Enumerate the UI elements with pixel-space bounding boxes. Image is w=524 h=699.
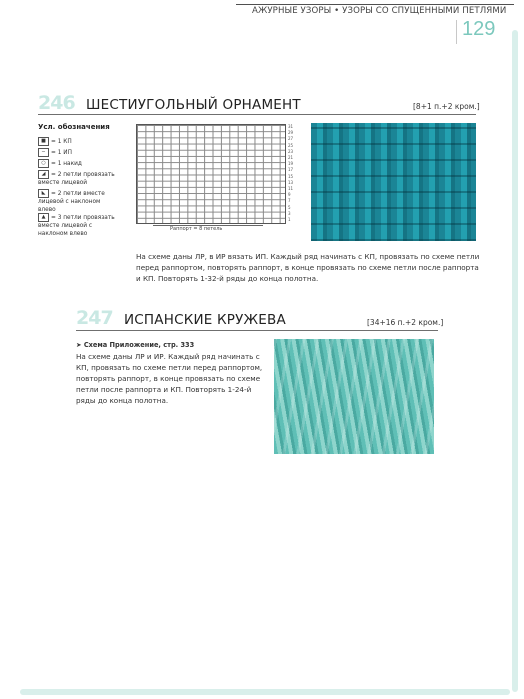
chart-row-number: 27 <box>288 136 294 142</box>
chart-row-number: 17 <box>288 167 294 173</box>
section-247-description: На схеме даны ЛР и ИР. Каждый ряд начинать с КП, провязать по схеме петли перед раппортом, повторять раппорт, в конце провязать по схеме петли после раппорта и КП. Повторять 1-24-й ряды до конца полотна. <box>76 352 263 405</box>
legend-label: = 3 петли провязать вместе лицевой с наклоном влево <box>38 215 115 237</box>
chart-row-number: 19 <box>288 161 294 167</box>
legend-title: Усл. обозначения <box>38 123 110 131</box>
section-246-rule <box>38 114 476 115</box>
legend-label: = 2 петли провязать вместе лицевой <box>38 172 115 186</box>
chart-row-number: 5 <box>288 204 291 210</box>
section-246-title: ШЕСТИУГОЛЬНЫЙ ОРНАМЕНТ <box>86 97 301 113</box>
chart-row-number: 31 <box>288 124 294 129</box>
legend-item <box>38 148 116 157</box>
chart-row-numbers <box>288 124 300 224</box>
knit-symbol-icon: ■ <box>38 137 49 146</box>
chart-row-number: 21 <box>288 155 294 160</box>
legend-item <box>38 137 116 146</box>
section-247-title: ИСПАНСКИЕ КРУЖЕВА <box>124 312 286 328</box>
swatch-photo-spanish-lace <box>274 339 434 454</box>
legend-label: = 1 КП <box>51 139 72 145</box>
legend-label: = 1 ИП <box>51 150 72 156</box>
legend-item <box>38 189 116 214</box>
section-247-number: 247 <box>76 307 113 329</box>
section-246-formula: [8+1 п.+2 кром.] <box>413 102 480 111</box>
swatch-photo-hexagon <box>311 123 476 241</box>
chart-row-number: 11 <box>288 186 294 191</box>
yarn-over-symbol-icon: ○ <box>38 159 49 168</box>
section-246-number: 246 <box>38 92 75 114</box>
chart-row-number: 9 <box>288 192 291 198</box>
chart-row-number: 1 <box>288 217 291 222</box>
chart-row-number: 23 <box>288 148 294 154</box>
chart-row-number: 25 <box>288 142 294 148</box>
chart-row-number: 7 <box>288 198 291 204</box>
section-247-formula: [34+16 п.+2 кром.] <box>367 318 444 327</box>
legend-item <box>38 213 116 238</box>
page-edge-right <box>512 30 518 692</box>
chart-row-number: 3 <box>288 210 291 216</box>
page-edge-bottom <box>20 689 510 695</box>
running-title: АЖУРНЫЕ УЗОРЫ • УЗОРЫ СО СПУЩЕННЫМИ ПЕТЛЯМИ <box>252 6 507 16</box>
page-number-divider <box>456 20 457 44</box>
chart-row-number: 15 <box>288 173 294 179</box>
knitting-chart-grid <box>136 124 286 224</box>
appendix-reference: ➤ Схема Приложение, стр. 333 <box>76 341 195 349</box>
purl-symbol-icon: − <box>38 148 49 157</box>
legend-item <box>38 170 116 187</box>
ssk-symbol-icon: ◣ <box>38 189 49 198</box>
chart-row-number: 29 <box>288 130 294 136</box>
sk2p-symbol-icon: ▲ <box>38 213 49 222</box>
k2tog-symbol-icon: ◢ <box>38 170 49 179</box>
section-247-rule <box>76 330 438 331</box>
legend-label: = 2 петли вместе лицевой с наклоном влево <box>38 191 105 213</box>
rapport-label: Раппорт = 8 петель <box>170 226 223 232</box>
chart-row-number: 13 <box>288 179 294 185</box>
page-number: 129 <box>462 18 496 40</box>
legend-label: = 1 накид <box>51 161 82 167</box>
legend-item <box>38 159 116 168</box>
section-246-description: На схеме даны ЛР, в ИР вязать ИП. Каждый ряд начинать с КП, провязать по схеме петли перед раппортом, повторять раппорт, в конце провязать по схеме петли после раппорта и КП. Повторять 1-32-й ряды до конца полотна. <box>136 252 480 283</box>
